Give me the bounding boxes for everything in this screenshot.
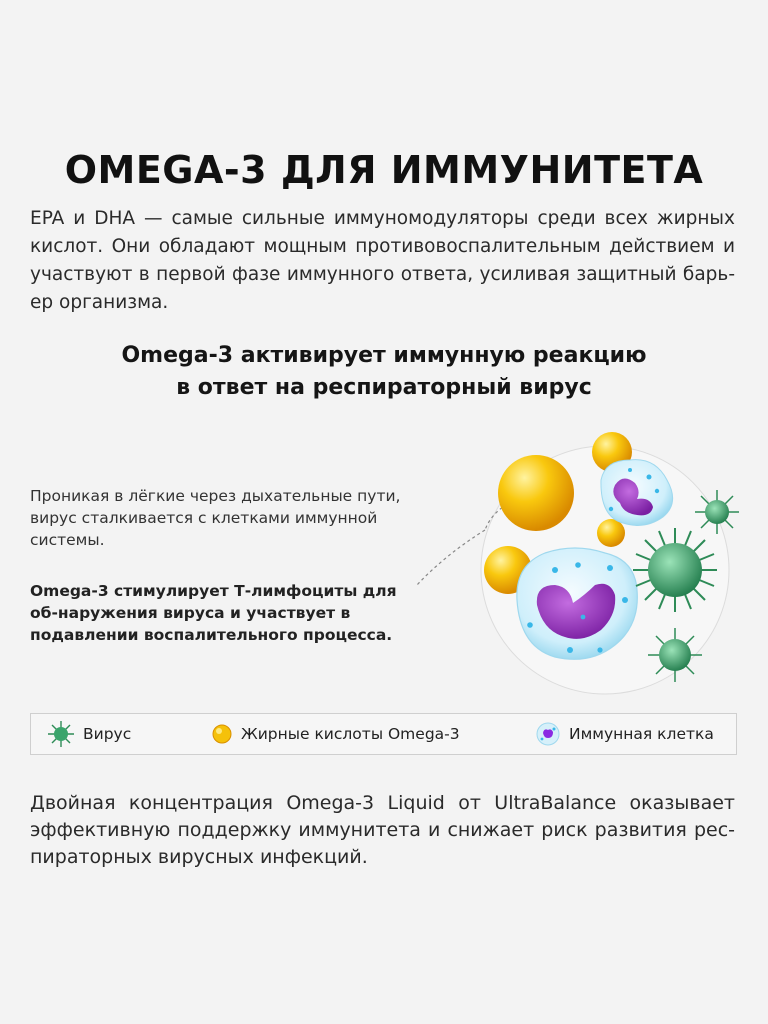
omega-action-note: Omega-3 стимулирует Т-лимфоциты для об-наружения вируса и участвует в подавлении воспалительного процесса. bbox=[30, 582, 397, 644]
legend-label-virus: Вирус bbox=[83, 725, 132, 743]
virus-icon bbox=[47, 720, 75, 748]
page-title: OMEGA-3 ДЛЯ ИММУНИТЕТА bbox=[64, 148, 704, 192]
subtitle-line-2: в ответ на респираторный вирус bbox=[176, 375, 592, 400]
virus-top-right bbox=[695, 490, 739, 534]
outro-paragraph: Двойная концентрация Omega-3 Liquid от UltraBalance оказывает эффективную поддержку иммунитета и снижает риск развития рес-пираторных вирусных инфекций. bbox=[30, 792, 735, 868]
legend-item-virus bbox=[47, 714, 131, 754]
omega3-droplet-small bbox=[597, 519, 625, 547]
pointer-line-lower bbox=[417, 530, 485, 585]
legend bbox=[30, 713, 737, 755]
legend-item-immune-cell bbox=[535, 714, 714, 754]
intro-paragraph: EPA и DHA — самые сильные иммуномодуляторы среди всех жирных кислот. Они обладают мощным противовоспалительным действием и участвуют в первой фазе иммунного ответа, усиливая защитный барь-ер организма. bbox=[30, 208, 735, 313]
virus-large bbox=[633, 528, 717, 612]
legend-item-omega3 bbox=[211, 714, 460, 754]
virus-entry-note: Проникая в лёгкие через дыхательные пути, вирус сталкивается с клетками иммунной системы. bbox=[30, 487, 401, 549]
legend-label-omega3: Жирные кислоты Omega-3 bbox=[241, 725, 460, 743]
omega3-droplet-icon bbox=[211, 723, 233, 745]
section-subtitle bbox=[0, 340, 768, 404]
omega3-droplet-large bbox=[498, 455, 574, 531]
subtitle-line-1: Omega-3 активирует иммунную реакцию bbox=[121, 343, 647, 368]
legend-label-immune-cell: Иммунная клетка bbox=[569, 725, 714, 743]
virus-bottom bbox=[648, 628, 702, 682]
immune-response-illustration bbox=[405, 425, 755, 695]
immune-cell-icon bbox=[535, 721, 561, 747]
